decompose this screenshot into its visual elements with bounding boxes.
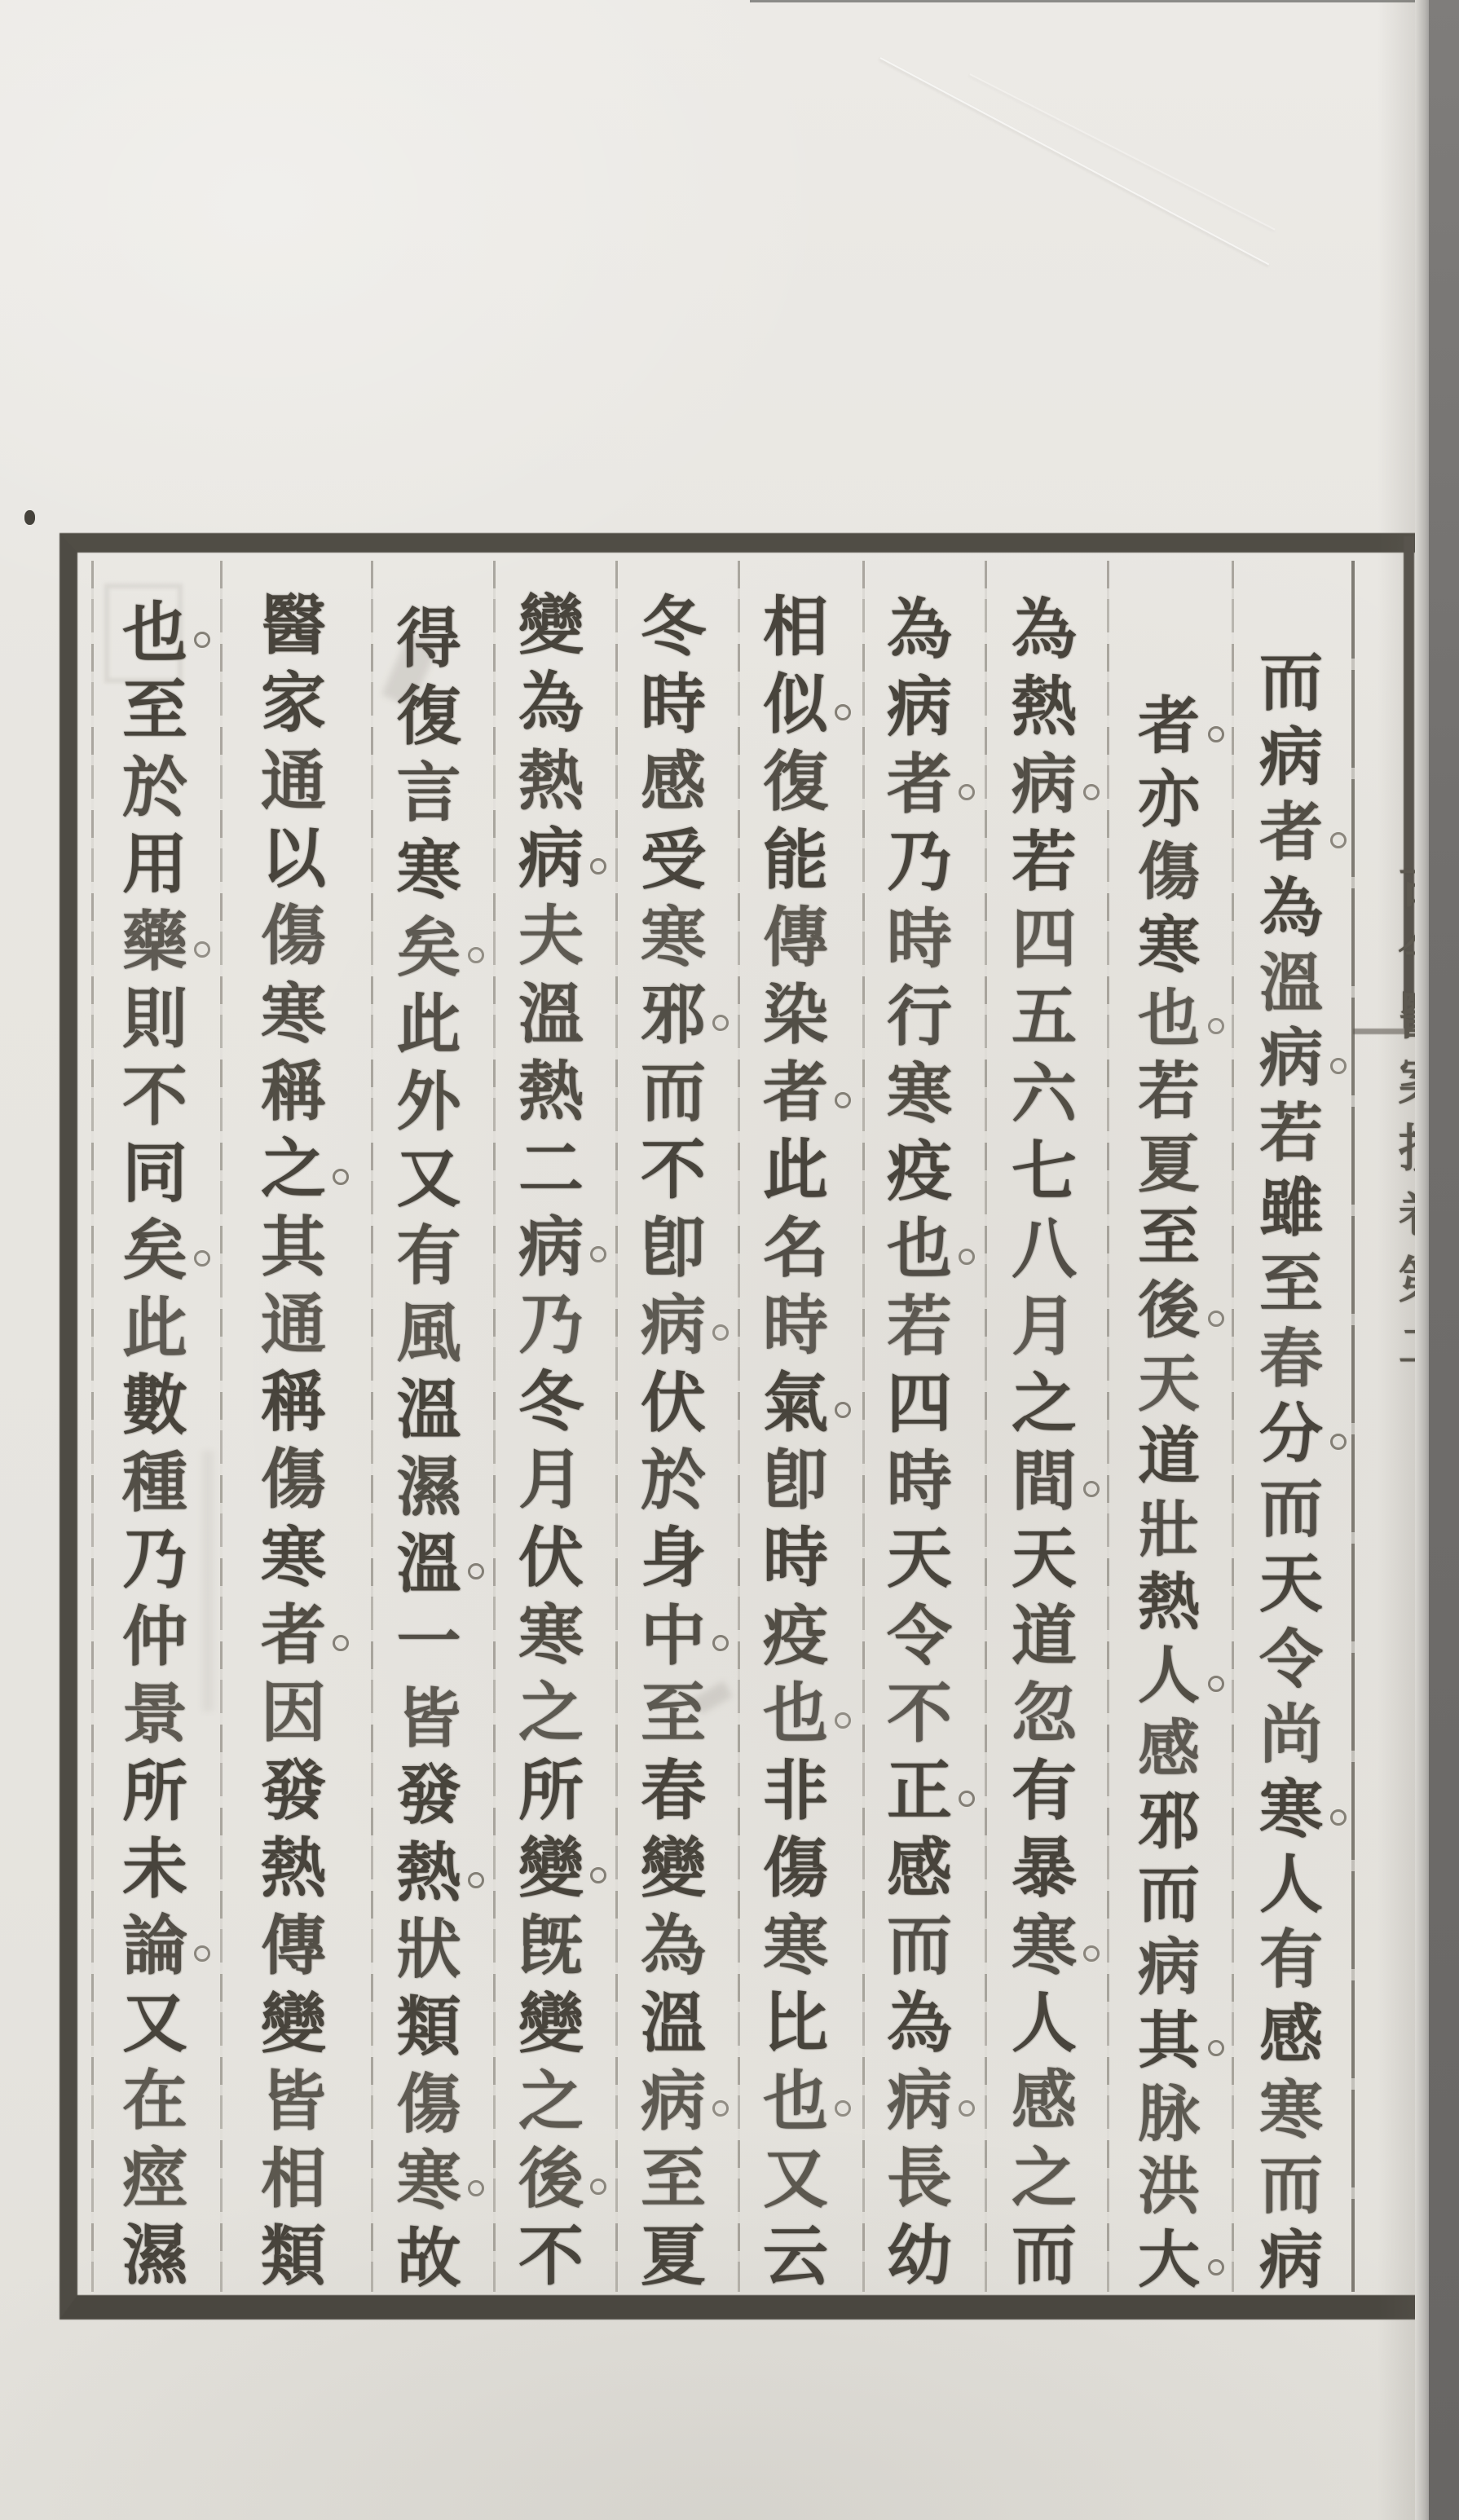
han-character: 熱 [261,1829,326,1906]
han-character: 醫 [261,587,326,664]
han-character: 病 [616,2057,730,2135]
han-character: 六 [1012,1055,1077,1132]
han-character: 熱 [1012,668,1077,745]
han-character: 尚 [1258,1697,1323,1772]
han-character: 暴 [1012,1830,1077,1906]
han-character: 者 [862,740,976,817]
han-character: 病 [1234,1015,1348,1090]
han-character: 一 [396,1603,461,1680]
han-character: 而 [1258,1472,1323,1547]
column-rule [91,561,94,2292]
column-rule [1351,561,1355,2292]
paper-crease [880,57,1270,265]
han-character: 痙 [122,2139,187,2216]
han-character: 為 [887,1985,952,2061]
han-character: 之 [1012,2139,1077,2216]
han-character: 狀 [396,1911,461,1988]
han-character: 後 [1112,1269,1226,1342]
text-column [372,595,486,2296]
han-character: 溫 [372,1520,486,1597]
han-character: 時 [887,901,952,977]
judou-reading-mark [468,1872,484,1888]
han-character: 得 [396,601,461,677]
han-character: 夏 [641,2218,706,2295]
han-character: 矣 [98,1206,212,1284]
han-character: 病 [887,668,952,745]
han-character: 冬 [641,588,706,666]
judou-reading-mark [590,1246,606,1262]
judou-reading-mark [1208,2040,1224,2056]
han-character: 寒 [763,1907,828,1985]
han-character: 中 [616,1591,730,1668]
han-character: 邪 [616,971,730,1048]
scan-gutter [1429,0,1459,2520]
han-character: 所 [518,1751,584,1829]
han-character: 同 [122,1134,187,1212]
han-character: 熱 [518,742,584,819]
ink-speck [24,510,35,525]
han-character: 似 [738,660,853,738]
judou-reading-mark [835,704,851,720]
column-rule [1107,561,1109,2292]
han-character: 之 [518,1674,584,1751]
han-character: 之 [518,2062,584,2139]
han-character: 天 [1012,1520,1077,1597]
han-character: 皆 [261,2062,326,2139]
text-column [616,583,730,2295]
han-character: 春 [641,1751,706,1829]
judou-reading-mark [835,1402,851,1418]
han-character: 後 [494,2135,608,2212]
han-character: 傷 [261,1441,326,1518]
han-character: 大 [1112,2218,1226,2291]
han-character: 疫 [887,1133,952,1209]
han-character: 又 [396,1140,461,1217]
judou-reading-mark [712,1635,729,1651]
judou-reading-mark [590,2179,606,2195]
han-character: 傳 [261,1907,326,1985]
han-character: 有 [1258,1923,1323,1998]
han-character: 於 [122,748,187,826]
han-character: 不 [641,1131,706,1209]
han-character: 者 [1112,685,1226,758]
han-character: 卽 [641,1209,706,1286]
text-column [1234,640,1348,2298]
han-character: 間 [987,1437,1101,1514]
han-character: 寒 [396,832,461,909]
paper-crease [970,73,1276,230]
han-character: 稱 [261,1052,326,1130]
scan-edge-line [750,0,1429,2]
judou-reading-mark [1330,1058,1347,1074]
han-character: 外 [396,1063,461,1139]
han-character: 八 [1012,1210,1077,1287]
han-character: 而 [641,1054,706,1131]
han-character: 伏 [518,1518,584,1596]
han-character: 又 [763,2139,828,2217]
judou-reading-mark [959,1249,975,1265]
han-character: 溫 [641,1985,706,2062]
han-character: 熱 [372,1829,486,1906]
page-edge [1415,0,1429,2520]
judou-reading-mark [468,947,484,963]
han-character: 所 [122,1752,187,1830]
han-character: 相 [763,588,828,666]
han-character: 天 [887,1520,952,1597]
han-character: 種 [122,1443,187,1521]
han-character: 之 [236,1125,350,1202]
han-character: 若 [1012,823,1077,900]
han-character: 寒 [261,975,326,1052]
han-character: 病 [1138,1931,1200,2004]
han-character: 五 [1012,978,1077,1055]
judou-reading-mark [194,632,210,648]
han-character: 傷 [396,2065,461,2142]
gutter-shadow [1377,0,1415,2520]
han-character: 邪 [1138,1785,1200,1858]
han-character: 感 [887,1830,952,1906]
han-character: 時 [763,1286,828,1364]
judou-reading-mark [590,1867,606,1883]
han-character: 雖 [1258,1171,1323,1246]
han-character: 寒 [518,1597,584,1674]
han-character: 忽 [1012,1675,1077,1751]
han-character: 月 [518,1441,584,1518]
han-character: 不 [518,2218,584,2295]
judou-reading-mark [1330,832,1347,848]
han-character: 至 [122,671,187,748]
judou-reading-mark [194,1945,210,1962]
han-character: 也 [1112,976,1226,1050]
judou-reading-mark [1083,784,1100,800]
han-character: 亦 [1138,762,1200,835]
han-character: 矣 [372,903,486,980]
han-character: 變 [518,1985,584,2062]
han-character: 夏 [1138,1127,1200,1201]
han-character: 乃 [887,823,952,900]
han-character: 病 [1258,720,1323,795]
han-character: 道 [1012,1597,1077,1674]
han-character: 傷 [763,1830,828,1907]
judou-reading-mark [590,858,606,875]
han-character: 長 [887,2139,952,2216]
han-character: 於 [641,1442,706,1519]
han-character: 感 [1138,1712,1200,1785]
han-character: 也 [98,588,212,666]
han-character: 非 [763,1751,828,1829]
han-character: 時 [763,1519,828,1597]
han-character: 此 [396,986,461,1063]
han-character: 脉 [1138,2077,1200,2150]
judou-reading-mark [1330,1809,1347,1826]
han-character: 若 [887,1288,952,1364]
han-character: 故 [396,2219,461,2296]
judou-reading-mark [835,2100,851,2117]
han-character: 正 [862,1747,976,1824]
han-character: 感 [1258,1998,1323,2073]
han-character: 令 [887,1597,952,1674]
judou-reading-mark [712,2100,729,2117]
han-character: 因 [261,1674,326,1751]
han-character: 能 [763,821,828,898]
han-character: 身 [641,1519,706,1597]
han-character: 寒 [641,898,706,976]
han-character: 寒 [372,2137,486,2214]
han-character: 而 [1012,2217,1077,2293]
text-column [236,581,350,2295]
column-rule [220,561,223,2292]
han-character: 至 [1258,1246,1323,1321]
judou-reading-mark [1208,2259,1224,2275]
judou-reading-mark [712,1324,729,1341]
judou-reading-mark [194,1250,210,1267]
han-character: 熱 [518,1052,584,1130]
han-character: 云 [763,2218,828,2295]
han-character: 者 [738,1048,853,1126]
han-character: 寒 [1234,1767,1348,1842]
judou-reading-mark [1330,1434,1347,1450]
han-character: 至 [641,2139,706,2217]
judou-reading-mark [712,1015,729,1031]
han-character: 也 [738,1669,853,1747]
han-character: 二 [518,1130,584,1208]
han-character: 類 [396,1988,461,2064]
han-character: 人 [1012,1985,1077,2061]
han-character: 至 [641,1674,706,1751]
han-character: 旣 [518,1907,584,1985]
han-character: 發 [261,1751,326,1829]
han-character: 道 [1138,1420,1200,1493]
han-character: 言 [396,755,461,831]
judou-reading-mark [959,2100,975,2117]
han-character: 為 [1012,591,1077,667]
han-character: 病 [616,1281,730,1359]
han-character: 乃 [122,1521,187,1598]
han-character: 月 [1012,1288,1077,1364]
han-character: 至 [1138,1201,1200,1274]
han-character: 時 [887,1443,952,1519]
judou-reading-mark [1083,1945,1100,1962]
han-character: 乃 [518,1285,584,1363]
han-character: 變 [261,1985,326,2062]
han-character: 景 [122,1676,187,1753]
han-character: 春 [1258,1321,1323,1396]
han-character: 而 [1258,645,1323,720]
text-column [494,581,608,2295]
han-character: 家 [261,664,326,742]
han-character: 論 [98,1902,212,1980]
han-character: 病 [862,2056,976,2134]
han-character: 用 [122,826,187,903]
han-character: 發 [396,1757,461,1834]
han-character: 疫 [763,1597,828,1674]
han-character: 熱 [1138,1566,1200,1639]
han-character: 四 [1012,901,1077,977]
han-character: 四 [887,1365,952,1442]
han-character: 復 [396,677,461,754]
judou-reading-mark [333,1635,349,1651]
judou-reading-mark [835,1092,851,1108]
han-character: 病 [494,1202,608,1280]
han-character: 稱 [261,1364,326,1441]
han-character: 幼 [887,2217,952,2293]
han-character: 而 [1258,2148,1323,2223]
text-column [987,585,1101,2293]
han-character: 復 [763,743,828,821]
han-character: 伏 [641,1364,706,1441]
han-character: 壯 [1138,1492,1200,1566]
judou-reading-mark [1208,1676,1224,1692]
han-character: 若 [1138,1055,1200,1128]
judou-reading-mark [835,1712,851,1729]
han-character: 傳 [763,898,828,976]
text-column [862,585,976,2293]
han-character: 病 [1258,2223,1323,2298]
han-character: 為 [518,664,584,742]
han-character: 此 [763,1131,828,1209]
han-character: 名 [763,1209,828,1286]
han-character: 溫 [396,1372,461,1448]
han-character: 而 [887,1907,952,1984]
han-character: 類 [261,2218,326,2295]
han-character: 為 [887,591,952,667]
judou-reading-mark [959,1791,975,1807]
han-character: 冬 [518,1364,584,1441]
han-character: 洪 [1138,2150,1200,2223]
han-character: 數 [122,1366,187,1443]
judou-reading-mark [333,1169,349,1185]
han-character: 氣 [738,1359,853,1436]
text-column [1112,685,1226,2296]
han-character: 未 [122,1830,187,1907]
han-character: 人 [1258,1848,1323,1923]
han-character: 也 [738,2057,853,2135]
han-character: 藥 [98,897,212,975]
han-character: 若 [1258,1096,1323,1171]
bleed-smudge [104,584,183,683]
han-character: 人 [1112,1634,1226,1707]
han-character: 病 [987,740,1101,817]
han-character: 卽 [763,1442,828,1519]
han-character: 仲 [122,1598,187,1676]
han-character: 其 [1112,1999,1226,2073]
han-character: 傷 [1138,835,1200,909]
han-character: 寒 [1138,909,1200,982]
han-character: 而 [1138,1857,1200,1931]
bleed-smudge [202,1451,214,1712]
han-character: 七 [1012,1133,1077,1209]
han-character: 分 [1234,1391,1348,1466]
judou-reading-mark [468,1563,484,1579]
han-character: 寒 [1258,2073,1323,2148]
han-character: 以 [261,820,326,897]
han-character: 有 [1012,1752,1077,1829]
judou-reading-mark [1208,726,1224,742]
han-character: 也 [862,1205,976,1282]
han-character: 則 [122,980,187,1057]
judou-reading-mark [468,2180,484,2196]
han-character: 感 [1012,2062,1077,2139]
han-character: 有 [396,1218,461,1294]
han-character: 又 [122,1985,187,2062]
judou-reading-mark [1208,1311,1224,1327]
han-character: 之 [1012,1365,1077,1442]
han-character: 寒 [887,1055,952,1132]
han-character: 為 [641,1907,706,1985]
han-character: 通 [261,742,326,819]
text-column [738,583,853,2295]
han-character: 在 [122,2062,187,2139]
han-character: 皆 [396,1680,461,1756]
han-character: 其 [261,1208,326,1285]
han-character: 傷 [261,897,326,975]
han-character: 變 [494,1824,608,1901]
judou-reading-mark [194,941,210,958]
han-character: 相 [261,2140,326,2218]
han-character: 濕 [396,1448,461,1525]
han-character: 者 [236,1591,350,1668]
han-character: 天 [1258,1547,1323,1622]
han-character: 夫 [518,897,584,975]
han-character: 變 [518,587,584,664]
judou-reading-mark [959,784,975,800]
judou-reading-mark [1208,1018,1224,1034]
han-character: 染 [763,976,828,1054]
text-column [98,588,212,2293]
han-character: 風 [396,1294,461,1371]
judou-reading-mark [1083,1481,1100,1497]
han-character: 比 [763,1985,828,2062]
han-character: 不 [887,1675,952,1751]
han-character: 時 [641,666,706,743]
han-character: 令 [1258,1622,1323,1697]
han-character: 溫 [1258,945,1323,1020]
han-character: 不 [122,1057,187,1134]
han-character: 感 [641,743,706,821]
han-character: 天 [1138,1346,1200,1420]
han-character: 此 [122,1289,187,1367]
han-character: 溫 [518,975,584,1052]
han-character: 寒 [261,1518,326,1596]
han-character: 變 [641,1830,706,1907]
han-character: 寒 [987,1901,1101,1979]
han-character: 為 [1258,870,1323,945]
han-character: 者 [1234,790,1348,865]
han-character: 濕 [122,2216,187,2293]
han-character: 通 [261,1285,326,1363]
han-character: 行 [887,978,952,1055]
han-character: 病 [494,814,608,892]
han-character: 受 [641,821,706,898]
